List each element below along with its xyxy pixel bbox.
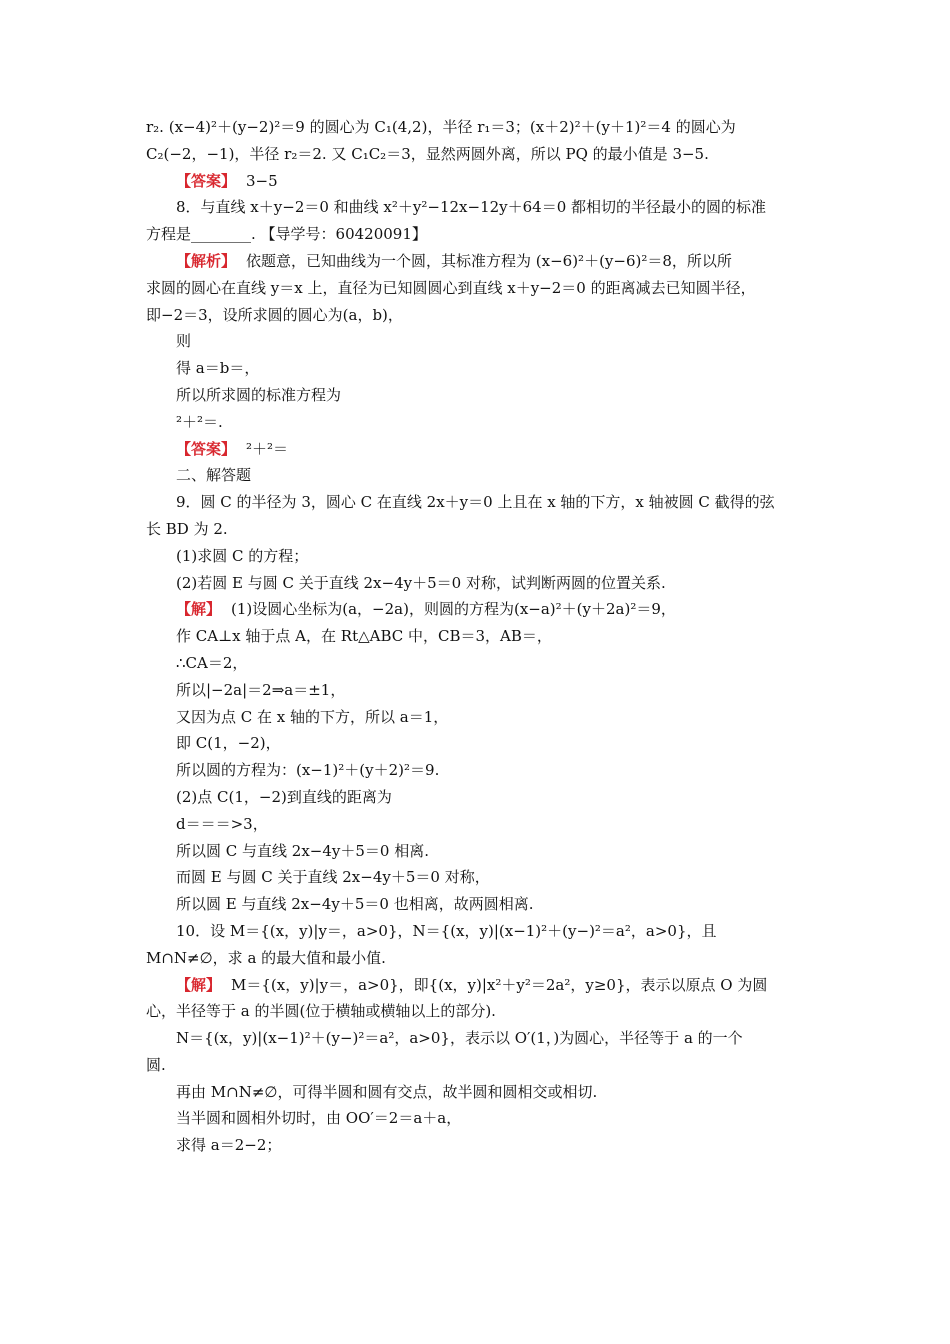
line-text: M＝{(x，y)|y＝，a>0}，即{(x，y)|x²＋y²＝2a²，y≥0}，表示以原点 O 为圆 — [231, 975, 768, 994]
line-text: (2)若圆 E 与圆 C 关于直线 2x−4y＋5＝0 对称，试判断两圆的位置关系. — [176, 573, 666, 592]
text-line — [146, 891, 810, 918]
text-line — [146, 811, 810, 838]
line-text: 9．圆 C 的半径为 3，圆心 C 在直线 2x＋y＝0 上且在 x 轴的下方，x 轴被圆 C 截得的弦 — [176, 493, 775, 512]
line-text: 当半圆和圆相外切时，由 OO′＝2＝a＋a， — [176, 1109, 462, 1128]
text-line — [146, 462, 810, 489]
text-line — [146, 1132, 810, 1159]
text-line — [146, 1079, 810, 1106]
line-text: d＝＝＝>3， — [176, 814, 268, 833]
text-line — [146, 516, 810, 543]
section-tag: 【解】 — [176, 975, 222, 994]
text-line — [146, 838, 810, 865]
line-text: 求圆的圆心在直线 y＝x 上，直径为已知圆圆心到直线 x＋y−2＝0 的距离减去已知圆半径， — [146, 278, 756, 297]
text-line — [146, 570, 810, 597]
text-line — [146, 409, 810, 436]
text-line — [146, 221, 810, 248]
line-text: 即 C(1，−2)， — [176, 734, 281, 753]
line-text: 又因为点 C 在 x 轴的下方，所以 a＝1， — [176, 707, 449, 726]
text-line — [146, 436, 810, 463]
line-text: 长 BD 为 2. — [146, 519, 228, 538]
text-line — [146, 596, 810, 623]
line-text: 所以所求圆的标准方程为 — [176, 385, 342, 404]
text-line — [146, 543, 810, 570]
text-line — [146, 328, 810, 355]
text-line — [146, 704, 810, 731]
line-text: 作 CA⊥x 轴于点 A，在 Rt△ABC 中，CB＝3，AB＝， — [176, 627, 552, 646]
line-text: ²＋²＝ — [246, 439, 289, 458]
line-text: 依题意，已知曲线为一个圆，其标准方程为 (x−6)²＋(y−6)²＝8，所以所 — [246, 251, 732, 270]
text-line — [146, 194, 810, 221]
line-text: N＝{(x，y)|(x−1)²＋(y−)²＝a²，a>0}，表示以 O′(1，)为圆心，半径等于 a 的一个 — [176, 1029, 743, 1048]
text-line — [146, 248, 810, 275]
text-line — [146, 1025, 810, 1052]
text-line — [146, 677, 810, 704]
line-text: 10．设 M＝{(x，y)|y＝，a>0}，N＝{(x，y)|(x−1)²＋(y−)²＝a²，a>0}，且 — [176, 921, 717, 940]
section-tag: 【解】 — [176, 600, 222, 619]
line-text: 求得 a＝2−2； — [176, 1136, 282, 1155]
section-tag: 【答案】 — [176, 171, 237, 190]
line-text: C₂(−2，−1)，半径 r₂＝2. 又 C₁C₂＝3，显然两圆外离，所以 PQ 的最小值是 3−5. — [146, 144, 709, 163]
text-line — [146, 141, 810, 168]
line-text: ²＋²＝. — [176, 412, 223, 431]
line-text: 所以圆的方程为：(x−1)²＋(y＋2)²＝9. — [176, 761, 440, 780]
text-line — [146, 1105, 810, 1132]
text-line — [146, 302, 810, 329]
line-text: 所以圆 E 与直线 2x−4y＋5＝0 也相离，故两圆相离. — [176, 895, 534, 914]
text-line — [146, 757, 810, 784]
line-text: 即−2＝3，设所求圆的圆心为(a，b)， — [146, 305, 403, 324]
line-text: 所以|−2a|＝2⇒a＝±1， — [176, 680, 346, 699]
text-line — [146, 650, 810, 677]
line-text: 心，半径等于 a 的半圆(位于横轴或横轴以上的部分). — [146, 1002, 496, 1021]
line-text: 而圆 E 与圆 C 关于直线 2x−4y＋5＝0 对称， — [176, 868, 490, 887]
document-body — [146, 114, 810, 1159]
line-text: 8．与直线 x＋y−2＝0 和曲线 x²＋y²−12x−12y＋64＝0 都相切的半径最小的圆的标准 — [176, 198, 767, 217]
text-line — [146, 489, 810, 516]
text-line — [146, 168, 810, 195]
text-line — [146, 918, 810, 945]
line-text: M∩N≠∅，求 a 的最大值和最小值. — [146, 948, 386, 967]
text-line — [146, 945, 810, 972]
text-line — [146, 275, 810, 302]
line-text: 二、解答题 — [176, 466, 252, 485]
line-text: (1)求圆 C 的方程； — [176, 546, 309, 565]
section-tag: 【解析】 — [176, 251, 237, 270]
text-line — [146, 998, 810, 1025]
text-line — [146, 114, 810, 141]
line-text: 方程是________. 【导学号：60420091】 — [146, 225, 427, 244]
line-text: r₂. (x−4)²＋(y−2)²＝9 的圆心为 C₁(4,2)，半径 r₁＝3；(x＋2)²＋(y＋1)²＝4 的圆心为 — [146, 118, 736, 136]
line-text: 3−5 — [246, 171, 278, 190]
text-line — [146, 355, 810, 382]
line-text: (2)点 C(1，−2)到直线的距离为 — [176, 787, 392, 806]
text-line — [146, 864, 810, 891]
text-line — [146, 623, 810, 650]
line-text: ∴CA＝2， — [176, 653, 248, 672]
text-line — [146, 784, 810, 811]
line-text: 圆. — [146, 1055, 166, 1074]
line-text: 所以圆 C 与直线 2x−4y＋5＝0 相离. — [176, 841, 429, 860]
text-line — [146, 730, 810, 757]
line-text: 得 a＝b＝， — [176, 359, 260, 378]
line-text: (1)设圆心坐标为(a，−2a)，则圆的方程为(x−a)²＋(y＋2a)²＝9， — [231, 600, 676, 619]
line-text: 则 — [176, 332, 192, 351]
text-line — [146, 382, 810, 409]
section-tag: 【答案】 — [176, 439, 237, 458]
text-line — [146, 972, 810, 999]
line-text: 再由 M∩N≠∅，可得半圆和圆有交点，故半圆和圆相交或相切. — [176, 1082, 598, 1101]
text-line — [146, 1052, 810, 1079]
